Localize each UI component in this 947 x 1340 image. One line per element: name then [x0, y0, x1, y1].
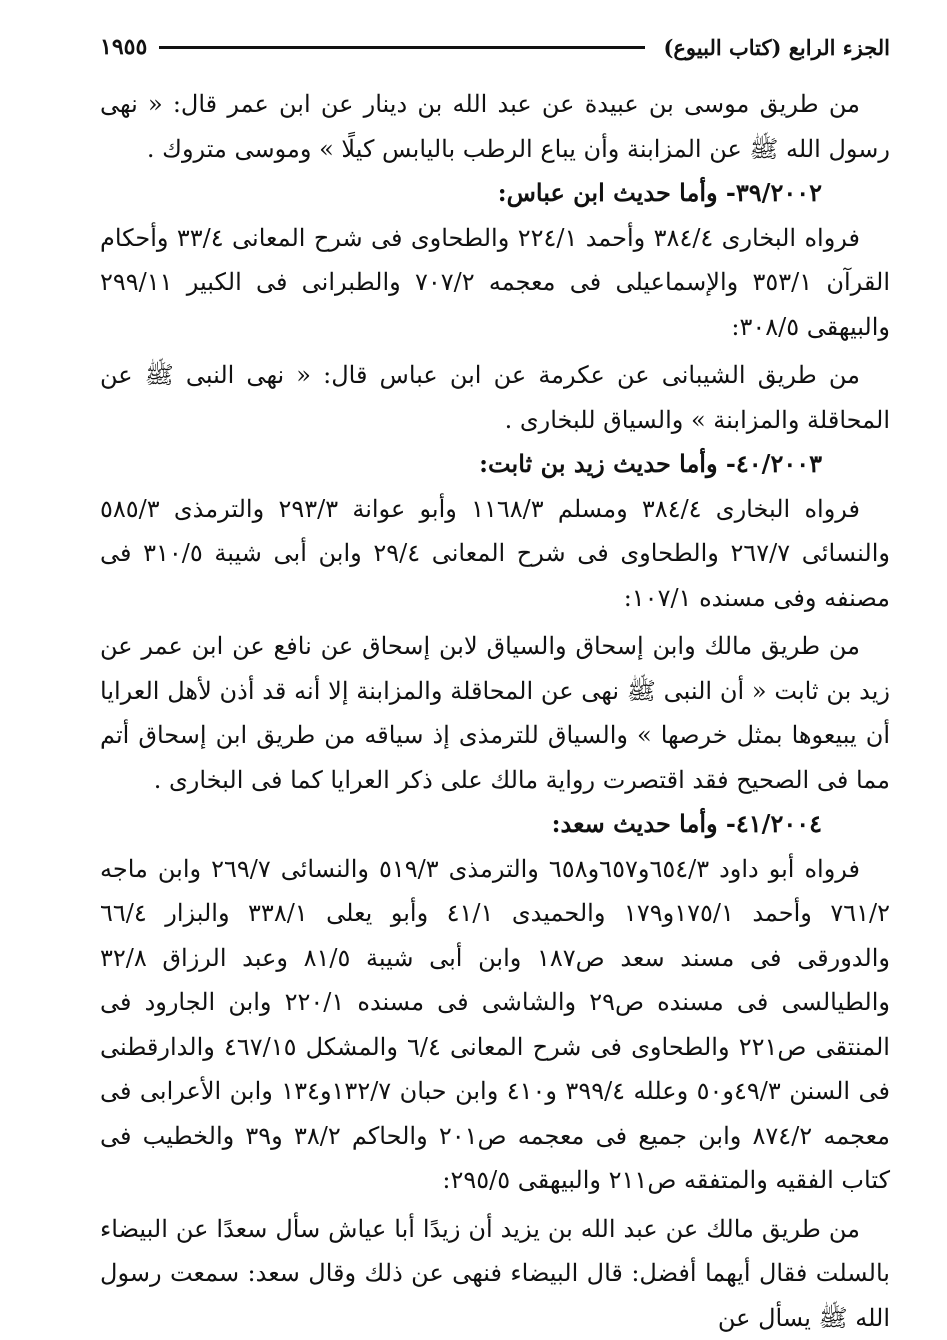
header-rule [159, 46, 645, 49]
paragraph: فرواه البخارى ٣٨٤/٤ ومسلم ١١٦٨/٣ وأبو عوانة ٢٩٣/٣ والترمذى ٥٨٥/٣ والنسائى ٢٦٧/٧ والطحاوى فى شرح المعانى ٢٩/٤ وابن أبى شيبة ٣١٠/٥ فى مصنفه وفى مسنده ١٠٧/١: [100, 487, 890, 621]
paragraph: من طريق موسى بن عبيدة عن عبد الله بن دينار عن ابن عمر قال: « نهى رسول الله ﷺ عن المزابنة وأن يباع الرطب باليابس كيلًا » وموسى متروك . [100, 82, 890, 171]
section-heading: ٣٩/٢٠٠٢- وأما حديث ابن عباس: [100, 171, 890, 216]
paragraph: من طريق مالك عن عبد الله بن يزيد أن زيدًا أبا عياش سأل سعدًا عن البيضاء بالسلت فقال أيهما أفضل: قال البيضاء فنهى عن ذلك وقال سعد: سمعت رسول الله ﷺ يسأل عن [100, 1207, 890, 1340]
section-heading: ٤٠/٢٠٠٣- وأما حديث زيد بن ثابت: [100, 442, 890, 487]
page-number: ١٩٥٥ [100, 34, 151, 60]
paragraph: فرواه البخارى ٣٨٤/٤ وأحمد ٢٢٤/١ والطحاوى فى شرح المعانى ٣٣/٤ وأحكام القرآن ٣٥٣/١ والإسماعيلى فى معجمه ٧٠٧/٢ والطبرانى فى الكبير ٢٩٩/١١ والبيهقى ٣٠٨/٥: [100, 216, 890, 350]
section-heading: ٤١/٢٠٠٤- وأما حديث سعد: [100, 802, 890, 847]
header-title: الجزء الرابع (كتاب البيوع) [653, 35, 890, 60]
paragraph: من طريق الشيبانى عن عكرمة عن ابن عباس قال: « نهى النبى ﷺ عن المحاقلة والمزابنة » والسياق للبخارى . [100, 353, 890, 442]
paragraph: فرواه أبو داود ٦٥٤/٣و٦٥٧و٦٥٨ والترمذى ٥١٩/٣ والنسائى ٢٦٩/٧ وابن ماجه ٧٦١/٢ وأحمد ١٧٥/١و١٧٩ والحميدى ٤١/١ وأبو يعلى ٣٣٨/١ والبزار ٦٦/٤ والدورقى فى مسند سعد ص١٨٧ وابن أبى شيبة ٨١/٥ وعبد الرزاق ٣٢/٨ والطيالسى فى مسنده ص٢٩ والشاشى فى مسنده ٢٢٠/١ وابن الجارود فى المنتقى ص٢٢١ والطحاوى فى شرح المعانى ٦/٤ والمشكل ٤٦٧/١٥ والدارقطنى فى السنن ٤٩/٣و٥٠ وعلله ٣٩٩/٤ و٤١٠ وابن حبان ١٣٢/٧و١٣٤ وابن الأعرابى فى معجمه ٨٧٤/٢ وابن جميع فى معجمه ص٢٠١ والحاكم ٣٨/٢ و٣٩ والخطيب فى كتاب الفقيه والمتفقه ص٢١١ والبيهقى ٢٩٥/٥: [100, 847, 890, 1203]
book-page [100, 30, 890, 1340]
paragraph: من طريق مالك وابن إسحاق والسياق لابن إسحاق عن نافع عن ابن عمر عن زيد بن ثابت « أن النبى ﷺ نهى عن المحاقلة والمزابنة إلا أنه قد أذن لأهل العرايا أن يبيعوها بمثل خرصها » والسياق للترمذى إذ سياقه من طريق ابن إسحاق أتم مما فى الصحيح فقد اقتصرت رواية مالك على ذكر العرايا كما فى البخارى . [100, 624, 890, 802]
running-header [100, 30, 890, 64]
page-body [100, 82, 890, 1340]
